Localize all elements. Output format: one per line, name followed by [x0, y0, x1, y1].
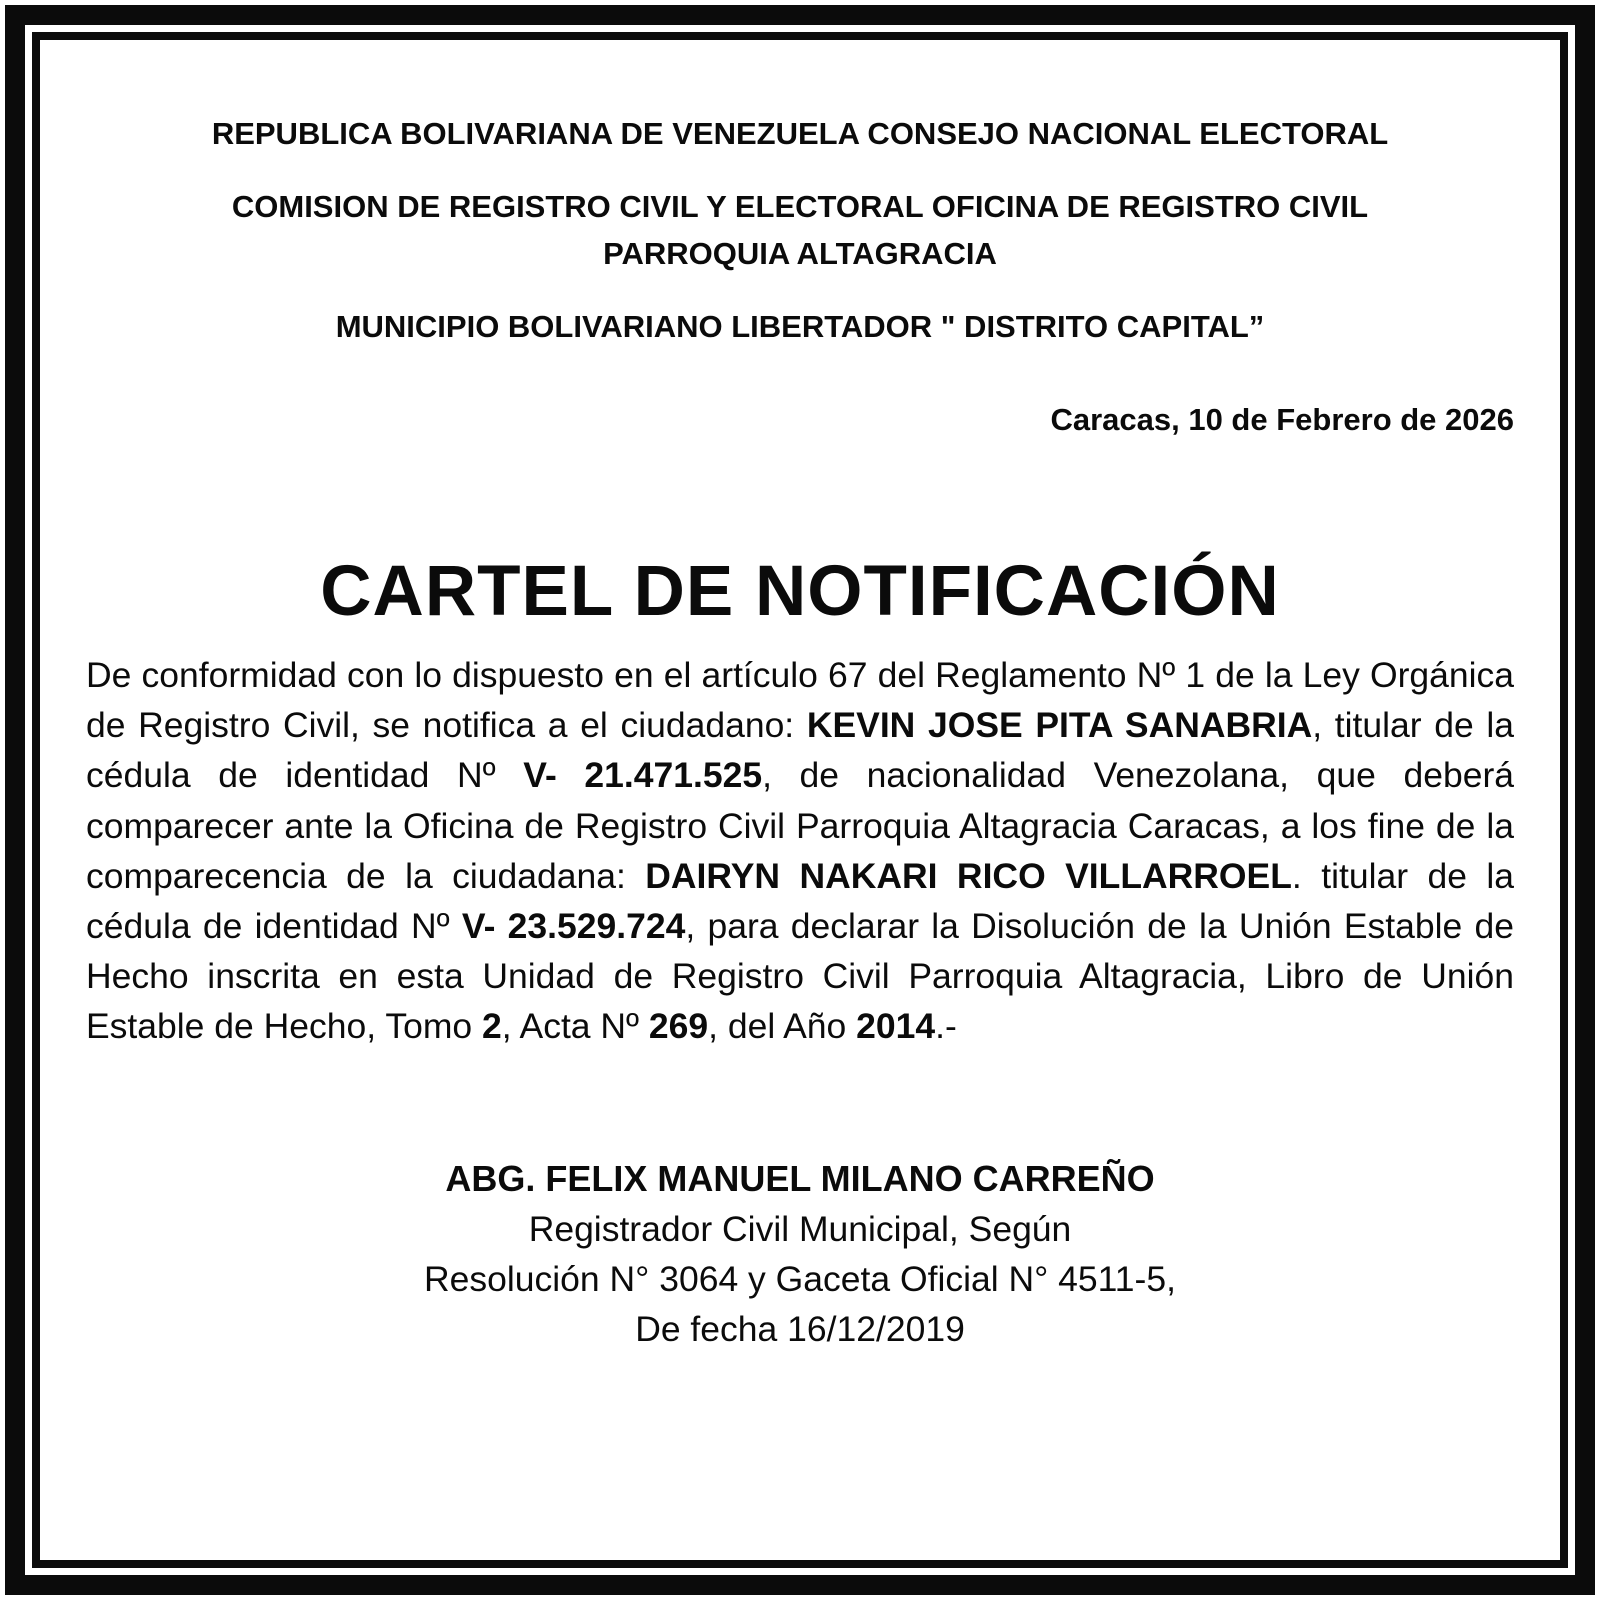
- signatory-date: De fecha 16/12/2019: [635, 1308, 965, 1349]
- notice-body: [86, 650, 1514, 1052]
- signatory-resolution: Resolución N° 3064 y Gaceta Oficial N° 4511-5,: [424, 1258, 1176, 1299]
- body-text-1: De conformidad con lo dispuesto en el artículo 67 del Reglamento Nº 1 de la Ley Orgánica de Registro Civil, se notifica a el ciudadano:: [86, 655, 1514, 746]
- body-text-6: , Acta Nº: [501, 1006, 649, 1047]
- acta-number: 269: [648, 1006, 709, 1047]
- citizen-name: KEVIN JOSE PITA SANABRIA: [806, 705, 1313, 746]
- header-line-2b: PARROQUIA ALTAGRACIA: [603, 236, 997, 271]
- citizen2-id: V- 23.529.724: [461, 906, 686, 947]
- header-line-1: REPUBLICA BOLIVARIANA DE VENEZUELA CONSEJO NACIONAL ELECTORAL: [211, 116, 1389, 151]
- body-text-3: , de nacionalidad Venezolana, que deberá comparecer ante la Oficina de Registro Civil Parroquia Altagracia Caracas, a los fine de la comparecencia de la ciudadana:: [86, 755, 1515, 896]
- tomo-number: 2: [482, 1006, 502, 1047]
- signatory-role: Registrador Civil Municipal, Según: [528, 1208, 1072, 1249]
- notice-content: [86, 80, 1514, 1354]
- citizen-id: V- 21.471.525: [523, 755, 763, 796]
- body-text-4: . titular de la cédula de identidad Nº: [86, 855, 1514, 947]
- body-text-2: , titular de la cédula de identidad Nº: [86, 705, 1514, 796]
- body-text-5: , para declarar la Disolución de la Unión Estable de Hecho inscrita en esta Unidad de Registro Civil Parroquia Altagracia, Libro de Unión Estable de Hecho, Tomo: [86, 906, 1515, 1047]
- notice-title: CARTEL DE NOTIFICACIÓN: [320, 552, 1280, 631]
- year-number: 2014: [856, 1006, 936, 1047]
- body-text-8: .-: [935, 1006, 957, 1047]
- body-text-7: , del Año: [708, 1006, 857, 1047]
- header-line-2a: COMISION DE REGISTRO CIVIL Y ELECTORAL OFICINA DE REGISTRO CIVIL: [231, 189, 1369, 224]
- date-line: Caracas, 10 de Febrero de 2026: [1050, 402, 1514, 437]
- signatory-name: ABG. FELIX MANUEL MILANO CARREÑO: [445, 1157, 1155, 1199]
- citizen2-name: DAIRYN NAKARI RICO VILLARROEL: [645, 855, 1292, 896]
- header-line-3: MUNICIPIO BOLIVARIANO LIBERTADOR " DISTRITO CAPITAL”: [335, 309, 1265, 344]
- signature-block: [86, 1154, 1514, 1354]
